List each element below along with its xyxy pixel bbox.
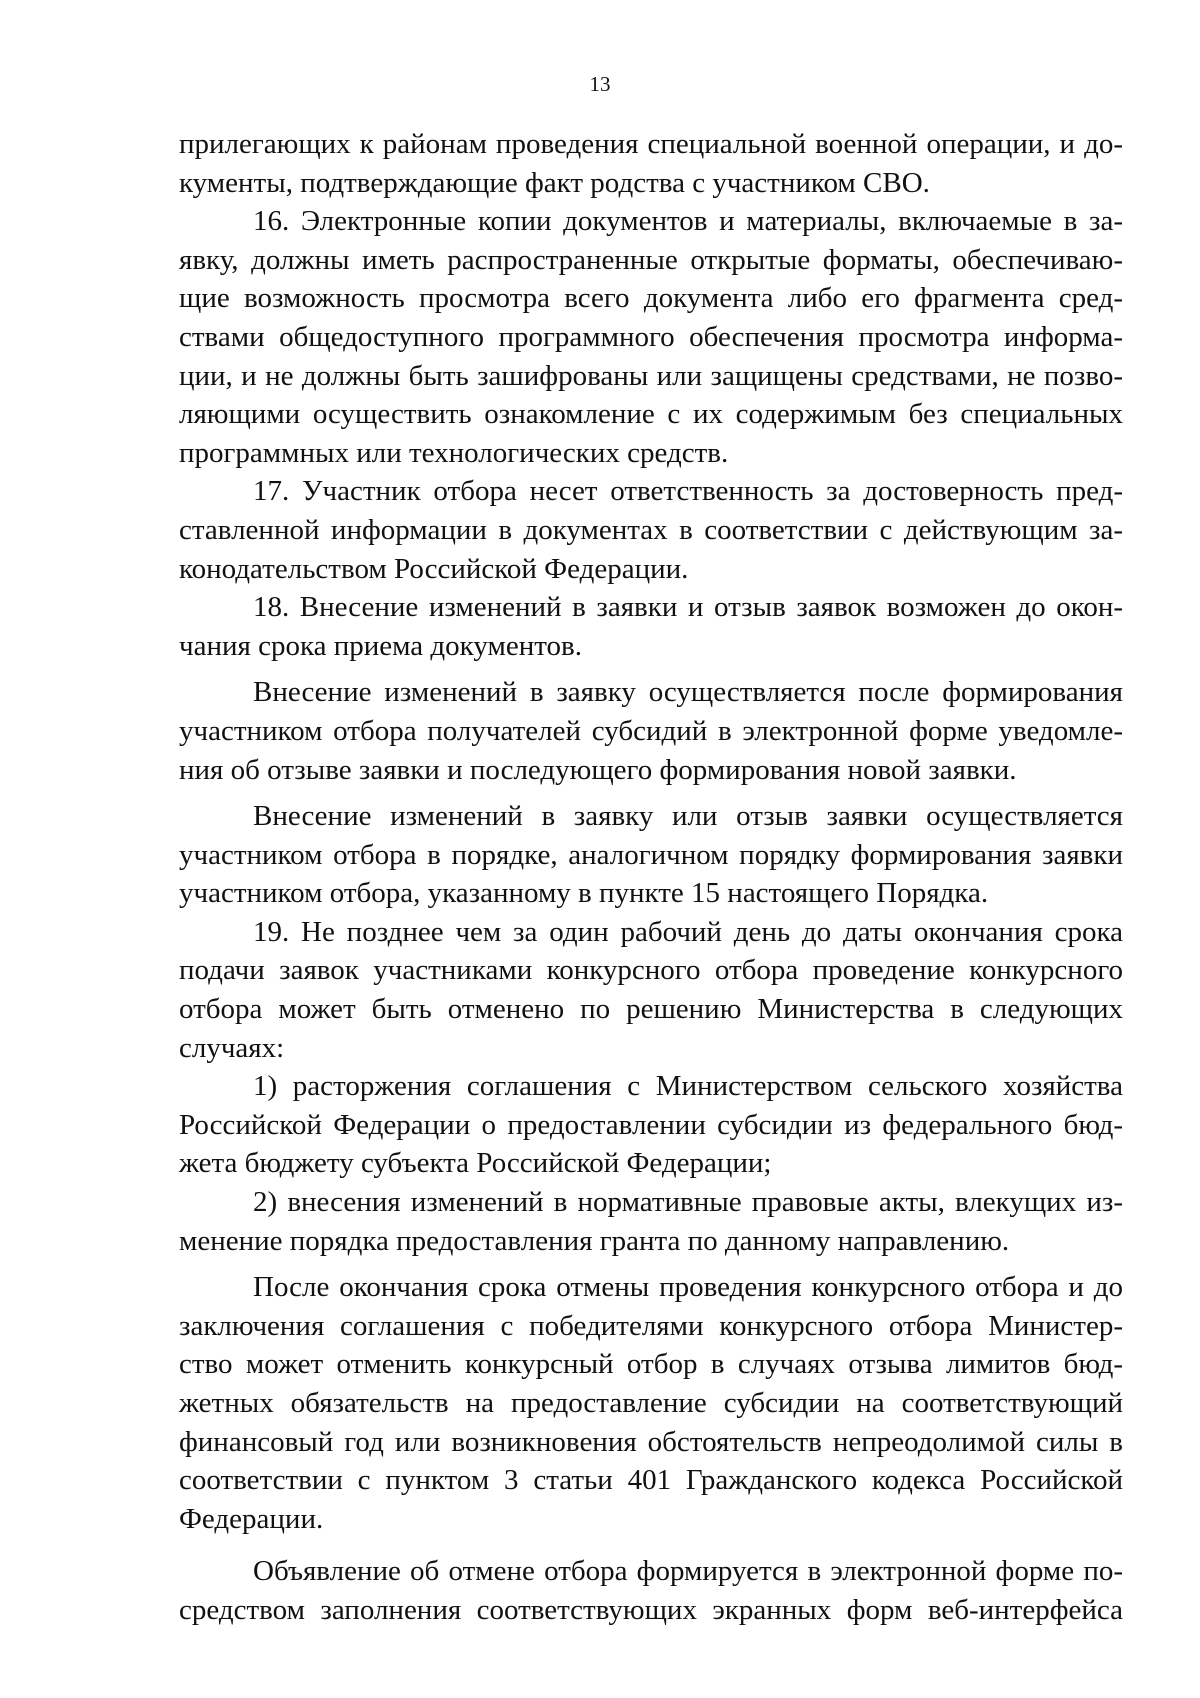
text-line: 2) внесения изменений в нормативные правовые акты, влекущих из-	[253, 1186, 1123, 1219]
text-line: ляющими осуществить ознакомление с их содержимым без специальных	[179, 398, 1123, 431]
list-item-2	[179, 1183, 1123, 1260]
paragraph-continuation	[179, 125, 1123, 202]
document-body	[179, 125, 1123, 1630]
text-line: соответствии с пунктом 3 статьи 401 Гражданского кодекса Российской	[179, 1464, 1123, 1497]
text-line: подачи заявок участниками конкурсного отбора проведение конкурсного	[179, 954, 1123, 987]
paragraph-18	[179, 588, 1123, 665]
text-line: Внесение изменений в заявку осуществляется после формирования	[253, 676, 1123, 709]
text-line: щие возможность просмотра всего документа либо его фрагмента сред-	[179, 282, 1123, 315]
text-line: средством заполнения соответствующих экранных форм веб-интерфейса	[179, 1593, 1123, 1626]
text-line: ставленной информации в документах в соответствии с действующим за-	[179, 513, 1123, 546]
paragraph-19	[179, 913, 1123, 1067]
text-line: прилегающих к районам проведения специальной военной операции, и до-	[179, 128, 1123, 160]
text-line: 16. Электронные копии документов и материалы, включаемые в за-	[253, 205, 1123, 238]
text-line: финансовый год или возникновения обстоятельств непреодолимой силы в	[179, 1425, 1123, 1458]
text-line: 1) расторжения соглашения с Министерством сельского хозяйства	[253, 1070, 1123, 1103]
text-line: менение порядка предоставления гранта по данному направлению.	[179, 1224, 1010, 1257]
text-line: жета бюджету субъекта Российской Федерации;	[179, 1147, 772, 1180]
paragraph-17	[179, 472, 1123, 588]
text-line: программных или технологических средств.	[179, 436, 729, 469]
text-line: конодательством Российской Федерации.	[179, 552, 689, 585]
paragraph-application-change	[179, 673, 1123, 789]
paragraph-cancellation-notice	[179, 1552, 1123, 1629]
text-line: кументы, подтверждающие факт родства с участником СВО.	[179, 166, 930, 199]
text-line: Объявление об отмене отбора формируется в электронной форме по-	[253, 1555, 1123, 1588]
text-line: ство может отменить конкурсный отбор в случаях отзыва лимитов бюд-	[179, 1348, 1123, 1381]
text-line: чания срока приема документов.	[179, 629, 582, 662]
text-line: жетных обязательств на предоставление субсидии на соответствующий	[179, 1387, 1123, 1419]
page-number: 13	[589, 72, 611, 96]
text-line: Российской Федерации о предоставлении субсидии из федерального бюд-	[179, 1108, 1123, 1141]
text-line: После окончания срока отмены проведения конкурсного отбора и до	[253, 1271, 1123, 1304]
text-line: 19. Не позднее чем за один рабочий день до даты окончания срока	[253, 915, 1123, 948]
text-line: участником отбора, указанному в пункте 15 настоящего Порядка.	[179, 877, 989, 910]
paragraph-16	[179, 202, 1123, 472]
text-line: 17. Участник отбора несет ответственность за достоверность пред-	[253, 475, 1123, 508]
text-line: участником отбора получателей субсидий в электронной форме уведомле-	[179, 714, 1123, 747]
text-line: случаях:	[179, 1031, 285, 1064]
text-line: ции, и не должны быть зашифрованы или защищены средствами, не позво-	[179, 359, 1123, 392]
list-item-1	[179, 1067, 1123, 1183]
text-line: ния об отзыве заявки и последующего формирования новой заявки.	[179, 753, 1017, 786]
text-line: Внесение изменений в заявку или отзыв заявки осуществляется	[253, 800, 1123, 833]
text-line: отбора может быть отменено по решению Министерства в следующих	[179, 993, 1123, 1026]
paragraph-application-withdrawal	[179, 797, 1123, 913]
text-line: заключения соглашения с победителями конкурсного отбора Министер-	[179, 1309, 1123, 1342]
text-line: ствами общедоступного программного обеспечения просмотра информа-	[179, 320, 1123, 353]
text-line: Федерации.	[179, 1502, 324, 1535]
paragraph-cancellation-after-deadline	[179, 1268, 1123, 1538]
text-line: 18. Внесение изменений в заявки и отзыв заявок возможен до окон-	[253, 591, 1123, 624]
text-line: участником отбора в порядке, аналогичном порядку формирования заявки	[179, 838, 1123, 871]
text-line: явку, должны иметь распространенные открытые форматы, обеспечиваю-	[179, 243, 1123, 276]
